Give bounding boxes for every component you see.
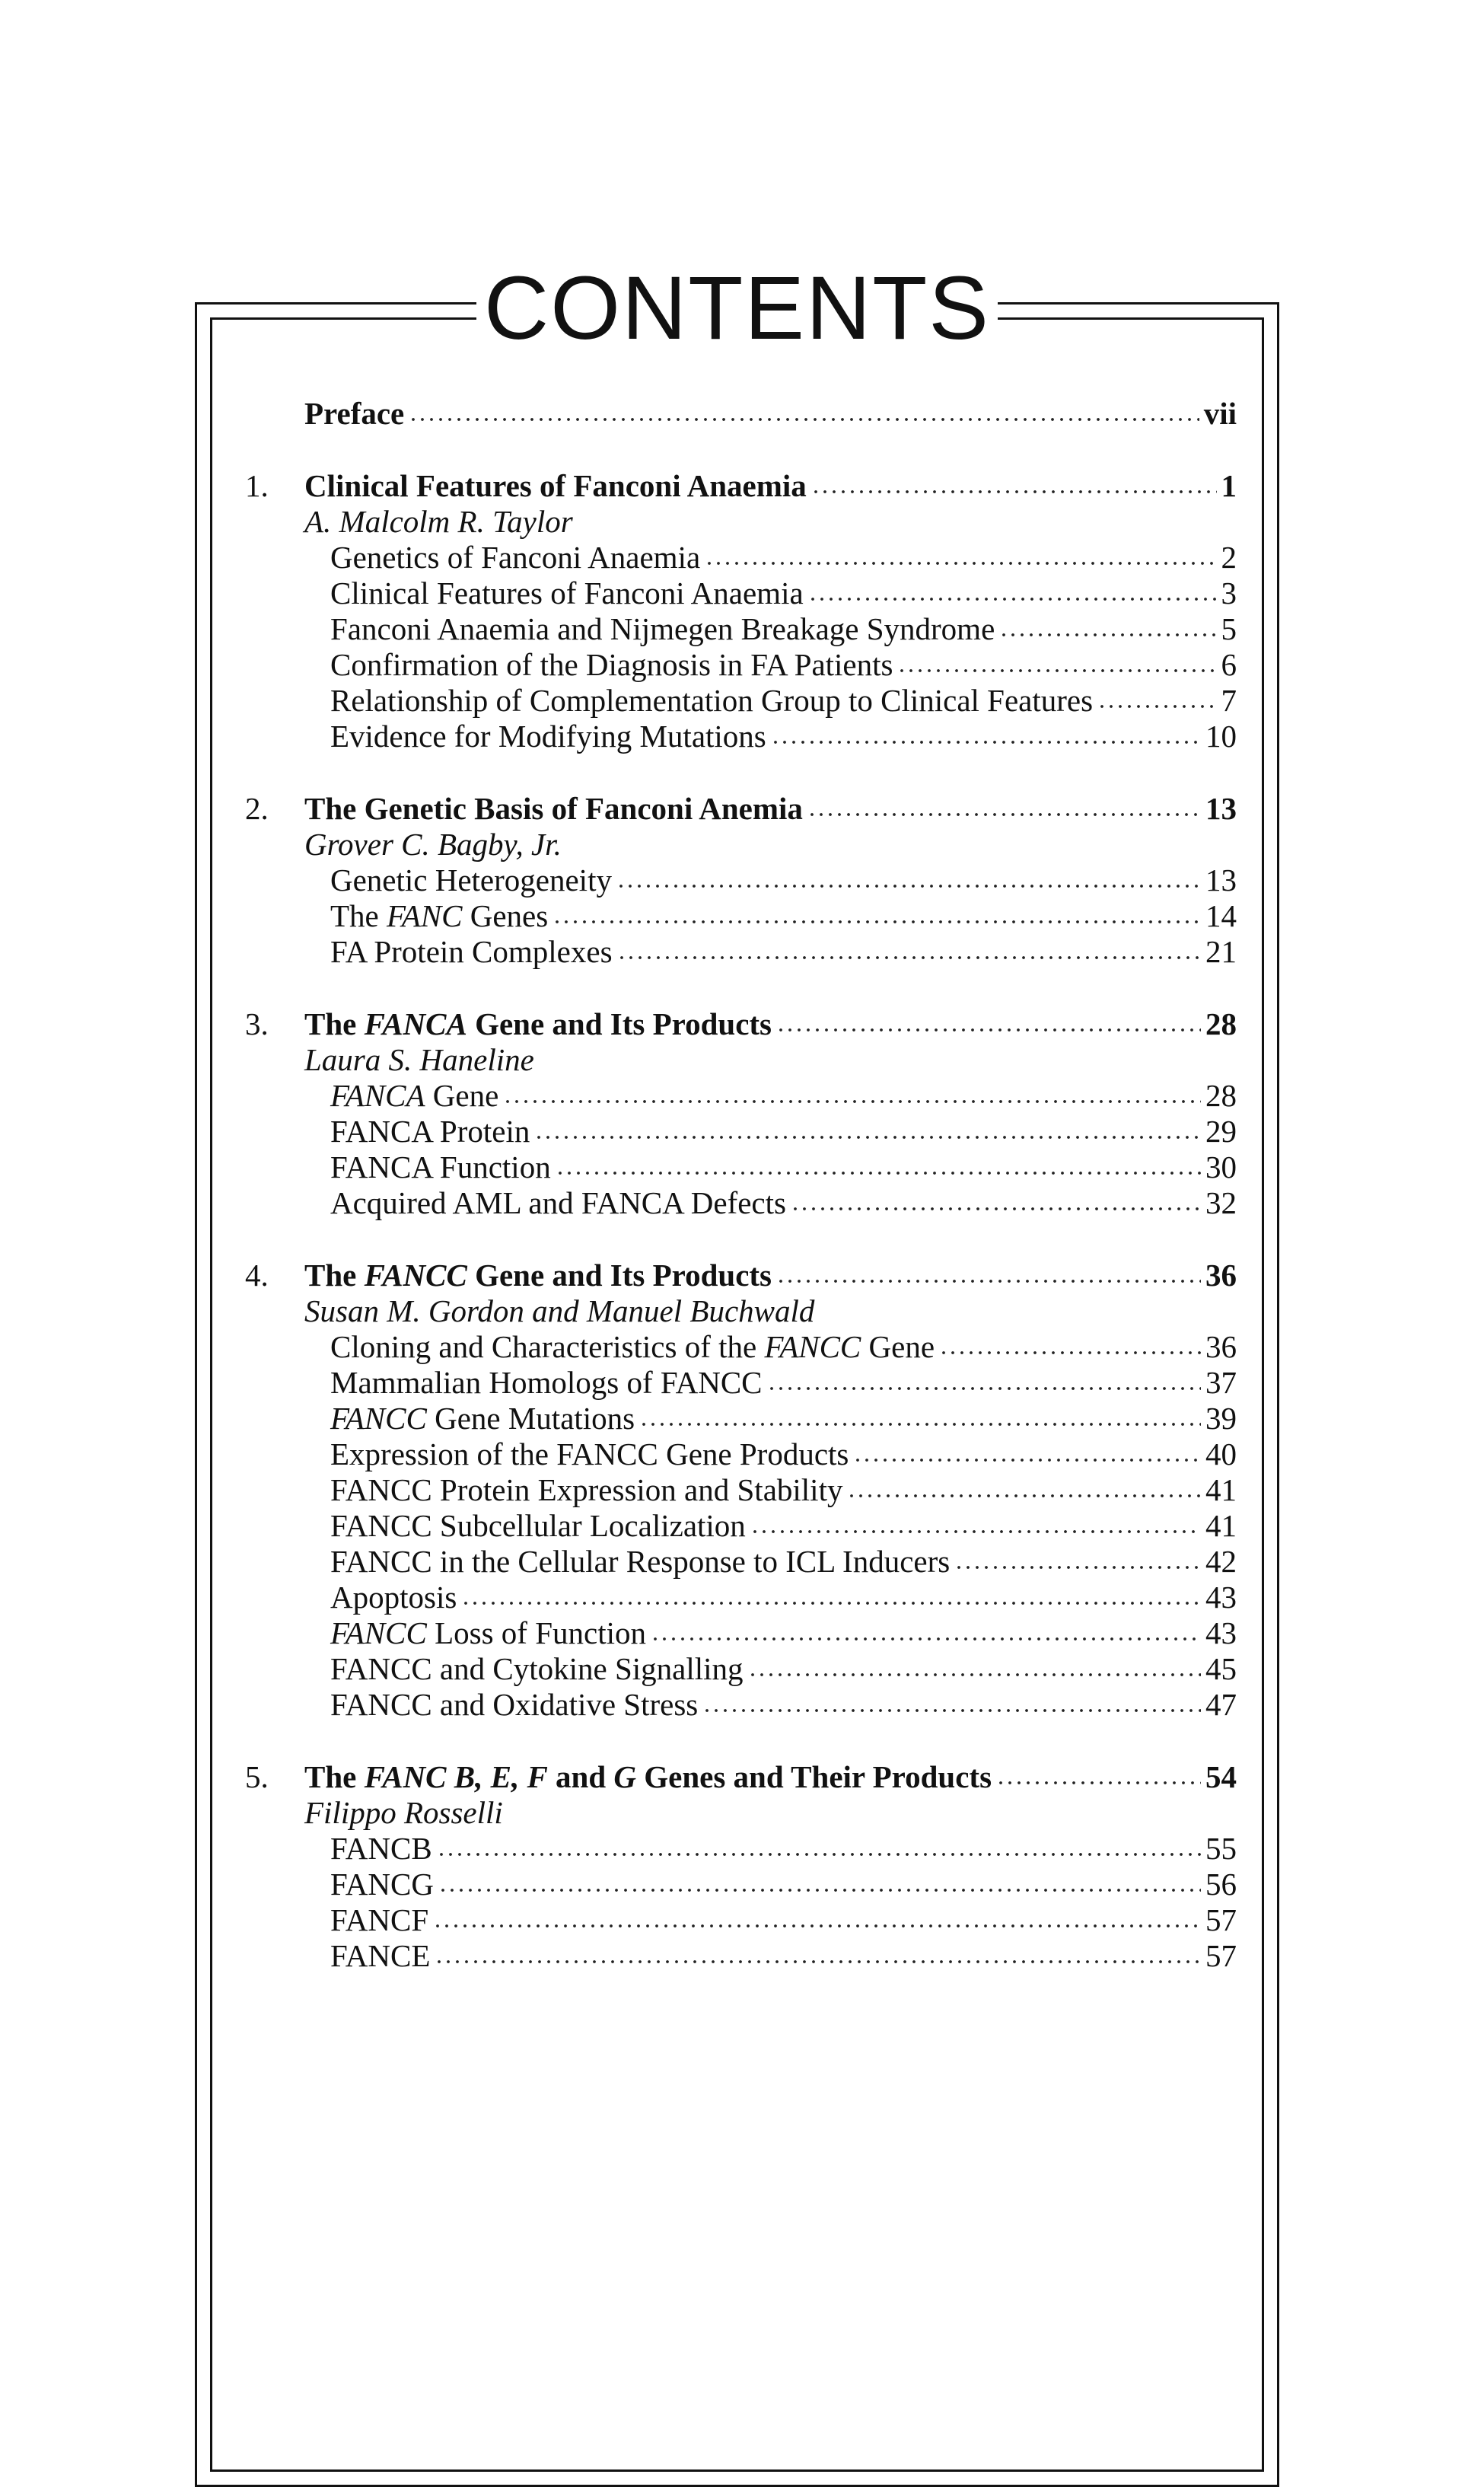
section-title: FA Protein Complexes: [330, 934, 613, 969]
dot-leader: [435, 1959, 1201, 1965]
section-page: 29: [1205, 1114, 1237, 1149]
dot-leader: [556, 1170, 1201, 1176]
section-page: 3: [1221, 576, 1237, 611]
toc-section[interactable]: [304, 862, 1237, 898]
section-title: Clinical Features of Fanconi Anaemia: [330, 576, 804, 611]
toc-section[interactable]: [304, 1508, 1237, 1544]
table-of-contents: [245, 396, 1237, 1974]
section-page: 36: [1205, 1329, 1237, 1364]
section-title: FANCC Gene Mutations: [330, 1401, 635, 1436]
toc-section[interactable]: [304, 1687, 1237, 1723]
section-title: Evidence for Modifying Mutations: [330, 719, 766, 754]
toc-section[interactable]: [304, 1902, 1237, 1938]
section-page: 47: [1205, 1687, 1237, 1722]
chapter-number: 2.: [245, 791, 269, 826]
toc-section[interactable]: [304, 611, 1237, 647]
section-title: FANCC Subcellular Localization: [330, 1508, 746, 1543]
preface-label: Preface: [304, 396, 405, 431]
dot-leader: [651, 1636, 1201, 1642]
toc-section[interactable]: [304, 1114, 1237, 1149]
section-title: FANCF: [330, 1902, 429, 1937]
section-title: Cloning and Characteristics of the FANCC Gene: [330, 1329, 935, 1364]
section-title: The FANC Genes: [330, 898, 549, 933]
dot-leader: [616, 883, 1201, 889]
toc-section[interactable]: [304, 1149, 1237, 1185]
toc-chapter[interactable]: [245, 468, 1237, 504]
dot-leader: [437, 1851, 1201, 1857]
section-page: 39: [1205, 1401, 1237, 1436]
toc-section[interactable]: [304, 1544, 1237, 1580]
dot-leader: [847, 1493, 1201, 1499]
toc-section[interactable]: [304, 1615, 1237, 1651]
preface-page: vii: [1203, 396, 1237, 431]
section-title: FANCC Protein Expression and Stability: [330, 1472, 843, 1507]
toc-section[interactable]: [304, 1580, 1237, 1615]
toc-chapter[interactable]: [245, 791, 1237, 827]
toc-preface[interactable]: [304, 396, 1237, 432]
dot-leader: [750, 1529, 1201, 1535]
toc-section[interactable]: [304, 1185, 1237, 1221]
section-title: Fanconi Anaemia and Nijmegen Breakage Syndrome: [330, 611, 995, 646]
toc-section[interactable]: [304, 683, 1237, 719]
section-title: FANCC Loss of Function: [330, 1615, 646, 1650]
section-page: 2: [1221, 540, 1237, 575]
section-page: 6: [1221, 647, 1237, 682]
section-page: 10: [1205, 719, 1237, 754]
chapter-number: 4.: [245, 1258, 269, 1293]
toc-section[interactable]: [304, 1651, 1237, 1687]
dot-leader: [553, 919, 1201, 925]
section-title: Genetic Heterogeneity: [330, 862, 612, 898]
section-title: Mammalian Homologs of FANCC: [330, 1365, 763, 1400]
section-page: 13: [1205, 862, 1237, 898]
chapter-title: The FANCA Gene and Its Products: [304, 1006, 772, 1041]
dot-leader: [639, 1421, 1201, 1427]
dot-leader: [767, 1385, 1201, 1392]
section-title: FANCA Function: [330, 1149, 551, 1185]
toc-section[interactable]: [304, 934, 1237, 970]
dot-leader: [853, 1457, 1201, 1463]
chapter-title: Clinical Features of Fanconi Anaemia: [304, 468, 807, 503]
dot-leader: [534, 1134, 1201, 1140]
section-page: 45: [1205, 1651, 1237, 1686]
section-page: 55: [1205, 1831, 1237, 1866]
toc-section[interactable]: [304, 1078, 1237, 1114]
dot-leader: [807, 811, 1201, 818]
section-page: 57: [1205, 1938, 1237, 1973]
section-page: 28: [1205, 1078, 1237, 1113]
section-title: Apoptosis: [330, 1580, 457, 1615]
dot-leader: [705, 560, 1216, 566]
dot-leader: [791, 1206, 1201, 1212]
chapter-number: 1.: [245, 468, 269, 503]
chapter-page: 36: [1205, 1258, 1237, 1293]
section-title: FANCC and Cytokine Signalling: [330, 1651, 744, 1686]
section-page: 5: [1221, 611, 1237, 646]
section-title: FANCC in the Cellular Response to ICL Inducers: [330, 1544, 951, 1579]
section-page: 32: [1205, 1185, 1237, 1220]
section-page: 43: [1205, 1615, 1237, 1650]
page-title: CONTENTS: [476, 263, 998, 353]
section-page: 37: [1205, 1365, 1237, 1400]
section-page: 14: [1205, 898, 1237, 933]
chapter-author: Laura S. Haneline: [304, 1042, 534, 1077]
toc-section[interactable]: [304, 1365, 1237, 1401]
toc-section[interactable]: [304, 1938, 1237, 1974]
dot-leader: [503, 1098, 1201, 1105]
dot-leader: [996, 1780, 1201, 1786]
chapter-page: 28: [1205, 1006, 1237, 1041]
toc-section[interactable]: [304, 1401, 1237, 1436]
chapter-page: 1: [1221, 468, 1237, 503]
chapter-page: 13: [1205, 791, 1237, 826]
chapter-number: 3.: [245, 1006, 269, 1041]
section-title: Expression of the FANCC Gene Products: [330, 1436, 849, 1471]
toc-section[interactable]: [304, 1831, 1237, 1867]
toc-section[interactable]: [304, 576, 1237, 611]
dot-leader: [1097, 703, 1216, 709]
dot-leader: [897, 668, 1216, 674]
section-page: 30: [1205, 1149, 1237, 1185]
dot-leader: [433, 1923, 1201, 1929]
section-title: FANCA Protein: [330, 1114, 530, 1149]
chapter-title: The Genetic Basis of Fanconi Anemia: [304, 791, 803, 826]
dot-leader: [776, 1027, 1201, 1033]
chapter-author: Grover C. Bagby, Jr.: [304, 827, 562, 862]
dot-leader: [808, 596, 1217, 602]
toc-section[interactable]: [304, 647, 1237, 683]
dot-leader: [811, 489, 1217, 495]
section-page: 42: [1205, 1544, 1237, 1579]
section-title: FANCG: [330, 1867, 434, 1902]
chapter-number: 5.: [245, 1759, 269, 1794]
dot-leader: [617, 955, 1201, 961]
toc-chapter[interactable]: [245, 1258, 1237, 1293]
section-page: 7: [1221, 683, 1237, 718]
chapter-author: Susan M. Gordon and Manuel Buchwald: [304, 1293, 815, 1328]
section-page: 40: [1205, 1436, 1237, 1471]
dot-leader: [939, 1350, 1201, 1356]
section-title: Genetics of Fanconi Anaemia: [330, 540, 701, 575]
section-title: Confirmation of the Diagnosis in FA Patients: [330, 647, 893, 682]
dot-leader: [748, 1672, 1201, 1678]
dot-leader: [999, 632, 1216, 638]
toc-section[interactable]: [304, 1436, 1237, 1472]
toc-section[interactable]: [304, 1867, 1237, 1902]
page-heading: [210, 259, 1264, 358]
dot-leader: [771, 739, 1201, 745]
toc-section[interactable]: [304, 540, 1237, 576]
section-title: FANCC and Oxidative Stress: [330, 1687, 699, 1722]
dot-leader: [776, 1278, 1201, 1284]
dot-leader: [409, 416, 1199, 422]
toc-section[interactable]: [304, 1329, 1237, 1365]
section-page: 41: [1205, 1508, 1237, 1543]
dot-leader: [702, 1707, 1201, 1714]
section-page: 21: [1205, 934, 1237, 969]
toc-chapter[interactable]: [245, 1759, 1237, 1795]
section-page: 43: [1205, 1580, 1237, 1615]
dot-leader: [954, 1564, 1201, 1570]
chapter-page: 54: [1205, 1759, 1237, 1794]
section-page: 56: [1205, 1867, 1237, 1902]
toc-section[interactable]: [304, 1472, 1237, 1508]
toc-section[interactable]: [304, 719, 1237, 754]
chapter-title: The FANC B, E, F and G Genes and Their Products: [304, 1759, 992, 1794]
section-title: Relationship of Complementation Group to Clinical Features: [330, 683, 1094, 718]
dot-leader: [438, 1887, 1201, 1893]
toc-section[interactable]: [304, 898, 1237, 934]
chapter-author: A. Malcolm R. Taylor: [304, 504, 573, 539]
chapter-author: Filippo Rosselli: [304, 1795, 503, 1830]
section-page: 41: [1205, 1472, 1237, 1507]
section-title: FANCA Gene: [330, 1078, 499, 1113]
section-page: 57: [1205, 1902, 1237, 1937]
dot-leader: [461, 1600, 1201, 1606]
section-title: FANCB: [330, 1831, 432, 1866]
section-title: Acquired AML and FANCA Defects: [330, 1185, 786, 1220]
chapter-title: The FANCC Gene and Its Products: [304, 1258, 772, 1293]
section-title: FANCE: [330, 1938, 431, 1973]
toc-chapter[interactable]: [245, 1006, 1237, 1042]
